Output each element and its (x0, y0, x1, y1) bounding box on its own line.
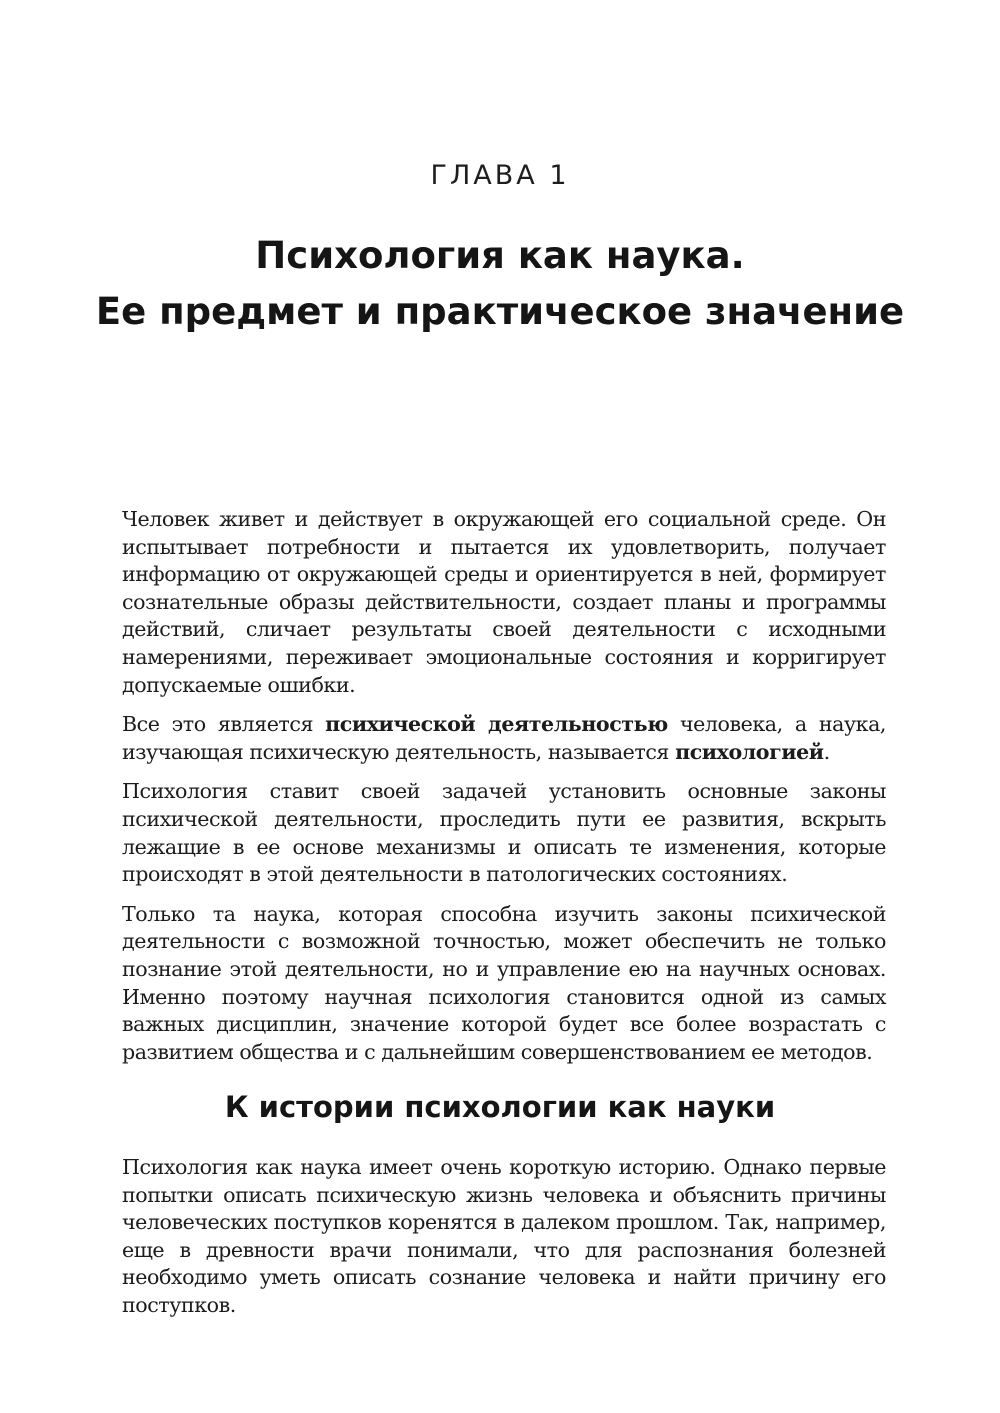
chapter-label: ГЛАВА 1 (430, 160, 570, 191)
paragraph-2-part-3: . (823, 739, 830, 764)
section-heading: К истории психологии как науки (224, 1090, 776, 1124)
paragraph-1: Человек живет и действует в окружающей его социальной среде. Он испытывает потребности и пытается их удовлетворить, получает информацию от окружающей среды и ориентируется в ней, формирует сознательные образы действительности, создает планы и программы действий, сличает результаты своей деятельности с исходными намерениями, переживает эмоциональные состояния и корригирует допускаемые ошибки. (122, 507, 886, 697)
paragraph-2-part-1: Все это является (122, 712, 326, 737)
chapter-title-line-2: Ее предмет и практическое значение (95, 290, 905, 333)
term-mental-activity: психической деятельностью (325, 712, 668, 737)
section-paragraph-1: Психология как наука имеет очень короткую историю. Однако первые попытки описать психическую жизнь человека и объяснить причины человеческих поступков коренятся в далеком прошлом. Так, например, еще в древности врачи понимали, что для распознания болезней необходимо уметь описать сознание человека и найти причину его поступков. (122, 1155, 886, 1317)
section-text (122, 1154, 886, 1332)
paragraph-3: Психология ставит своей задачей установить основные законы психической деятельности, проследить пути ее развития, вскрыть лежащие в ее основе механизмы и описать те изменения, которые происходят в этой деятельности в патологических состояниях. (122, 779, 886, 887)
paragraph-2-part-2: человека, а наука, изучающая психическую деятельность, называется (122, 712, 886, 764)
chapter-intro-text (122, 506, 886, 1078)
paragraph-4: Только та наука, которая способна изучить законы психической деятельности с возможной точностью, может обеспечить не только познание этой деятельности, но и управление ею на научных основах. Именно поэтому научная психология становится одной из самых важных дисциплин, значение которой будет все более возрастать с развитием общества и с дальнейшим совершенствованием ее методов. (122, 901, 886, 1064)
chapter-title (0, 228, 1000, 340)
chapter-title-line-1: Психология как наука. (255, 234, 745, 277)
term-psychology: психологией (675, 739, 824, 764)
paragraph-2 (122, 711, 886, 766)
